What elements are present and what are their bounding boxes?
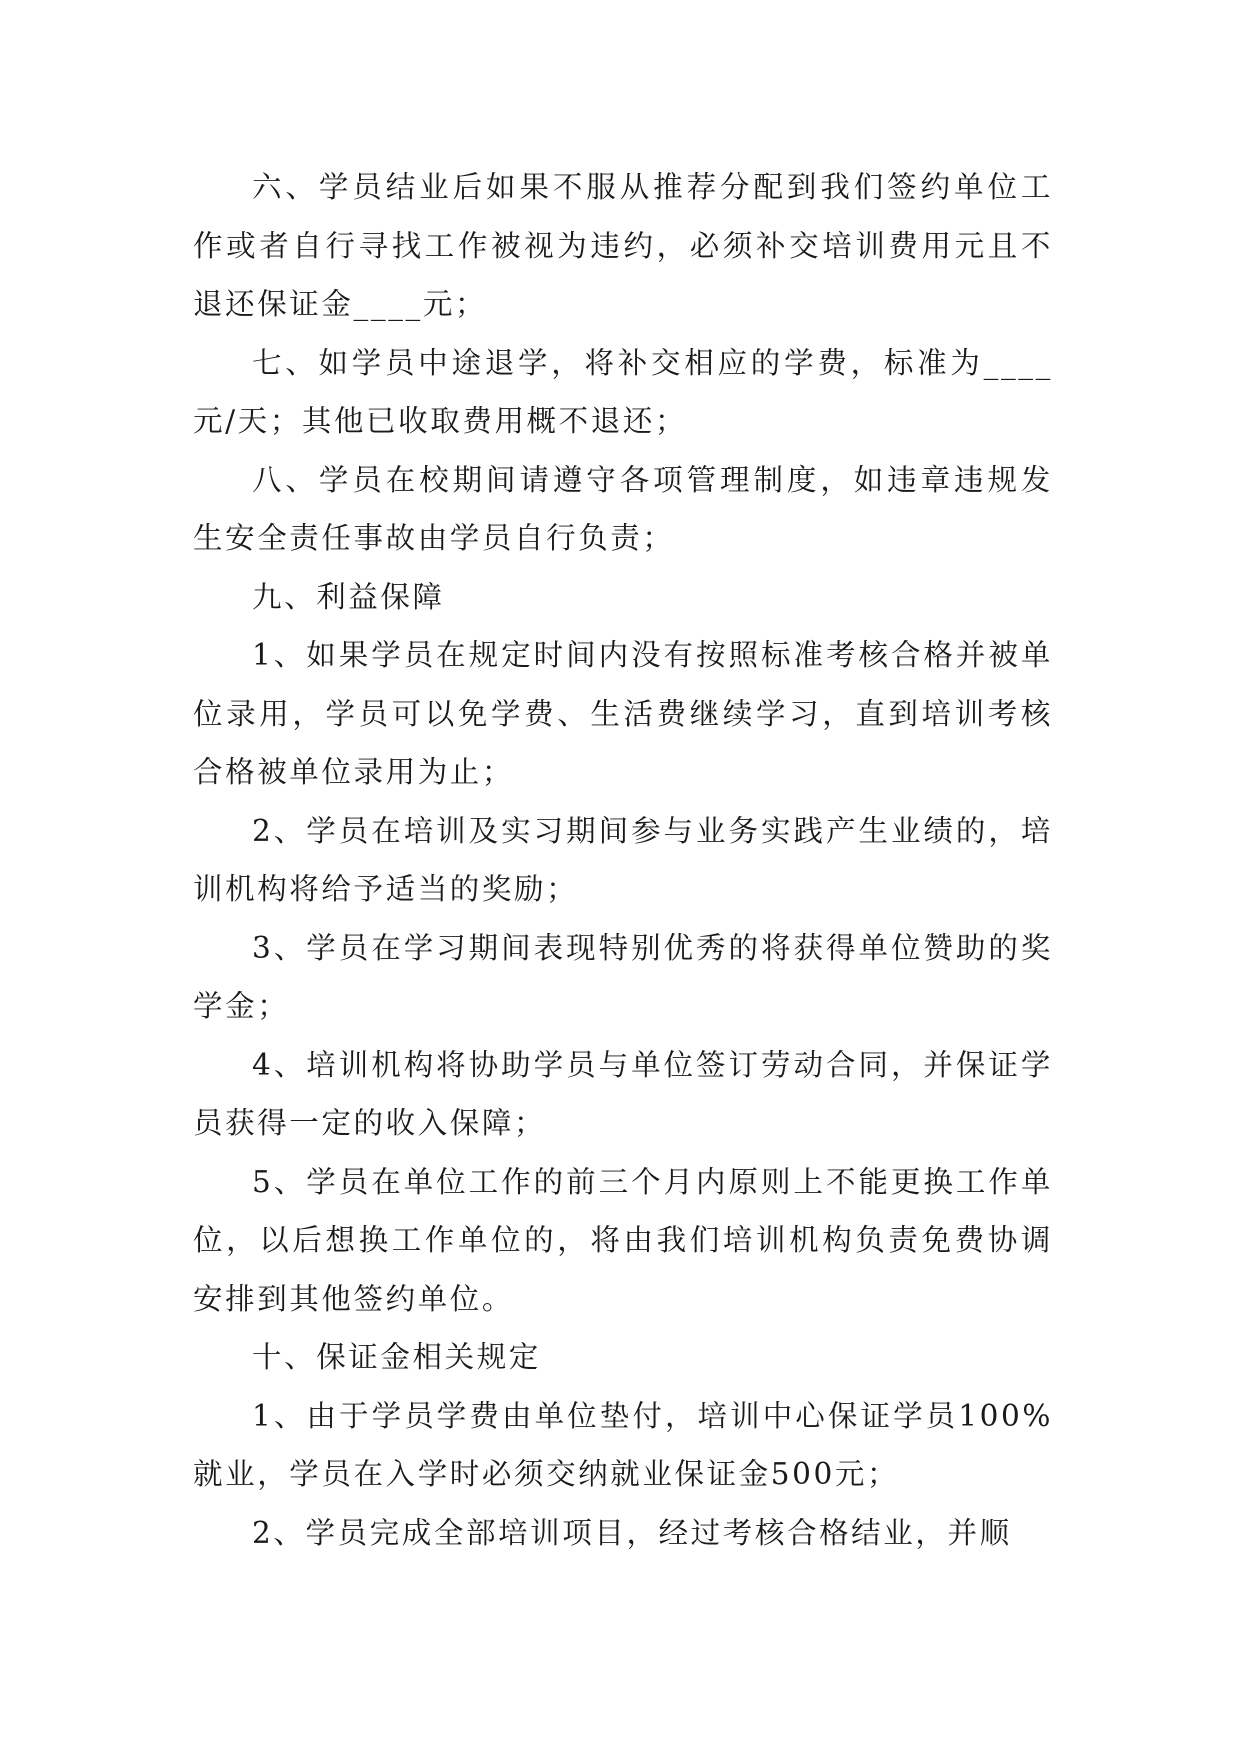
benefit-item-4: 4、培训机构将协助学员与单位签订劳动合同，并保证学员获得一定的收入保障； [193, 1047, 1053, 1140]
section-ten-heading: 十、保证金相关规定 [252, 1340, 541, 1374]
benefit-item-5: 5、学员在单位工作的前三个月内原则上不能更换工作单位，以后想换工作单位的，将由我们培训机构负责免费协调安排到其他签约单位。 [193, 1164, 1053, 1316]
benefit-item-3: 3、学员在学习期间表现特别优秀的将获得单位赞助的奖学金； [193, 930, 1053, 1023]
clause-seven-paragraph: 七、如学员中途退学，将补交相应的学费，标准为____元/天；其他已收取费用概不退还； [193, 345, 1053, 438]
clause-eight-paragraph: 八、学员在校期间请遵守各项管理制度，如违章违规发生安全责任事故由学员自行负责； [193, 462, 1053, 555]
benefit-item-2: 2、学员在培训及实习期间参与业务实践产生业绩的，培训机构将给予适当的奖励； [193, 813, 1053, 906]
deposit-item-1: 1、由于学员学费由单位垫付，培训中心保证学员100%就业，学员在入学时必须交纳就业保证金500元； [193, 1398, 1053, 1491]
document-page [193, 158, 1053, 1562]
deposit-item-2: 2、学员完成全部培训项目，经过考核合格结业，并顺 [252, 1515, 1012, 1550]
benefit-item-1: 1、如果学员在规定时间内没有按照标准考核合格并被单位录用，学员可以免学费、生活费继续学习，直到培训考核合格被单位录用为止； [193, 638, 1053, 789]
clause-six-paragraph: 六、学员结业后如果不服从推荐分配到我们签约单位工作或者自行寻找工作被视为违约，必须补交培训费用元且不退还保证金____元； [193, 170, 1053, 321]
section-nine-heading: 九、利益保障 [252, 579, 445, 614]
